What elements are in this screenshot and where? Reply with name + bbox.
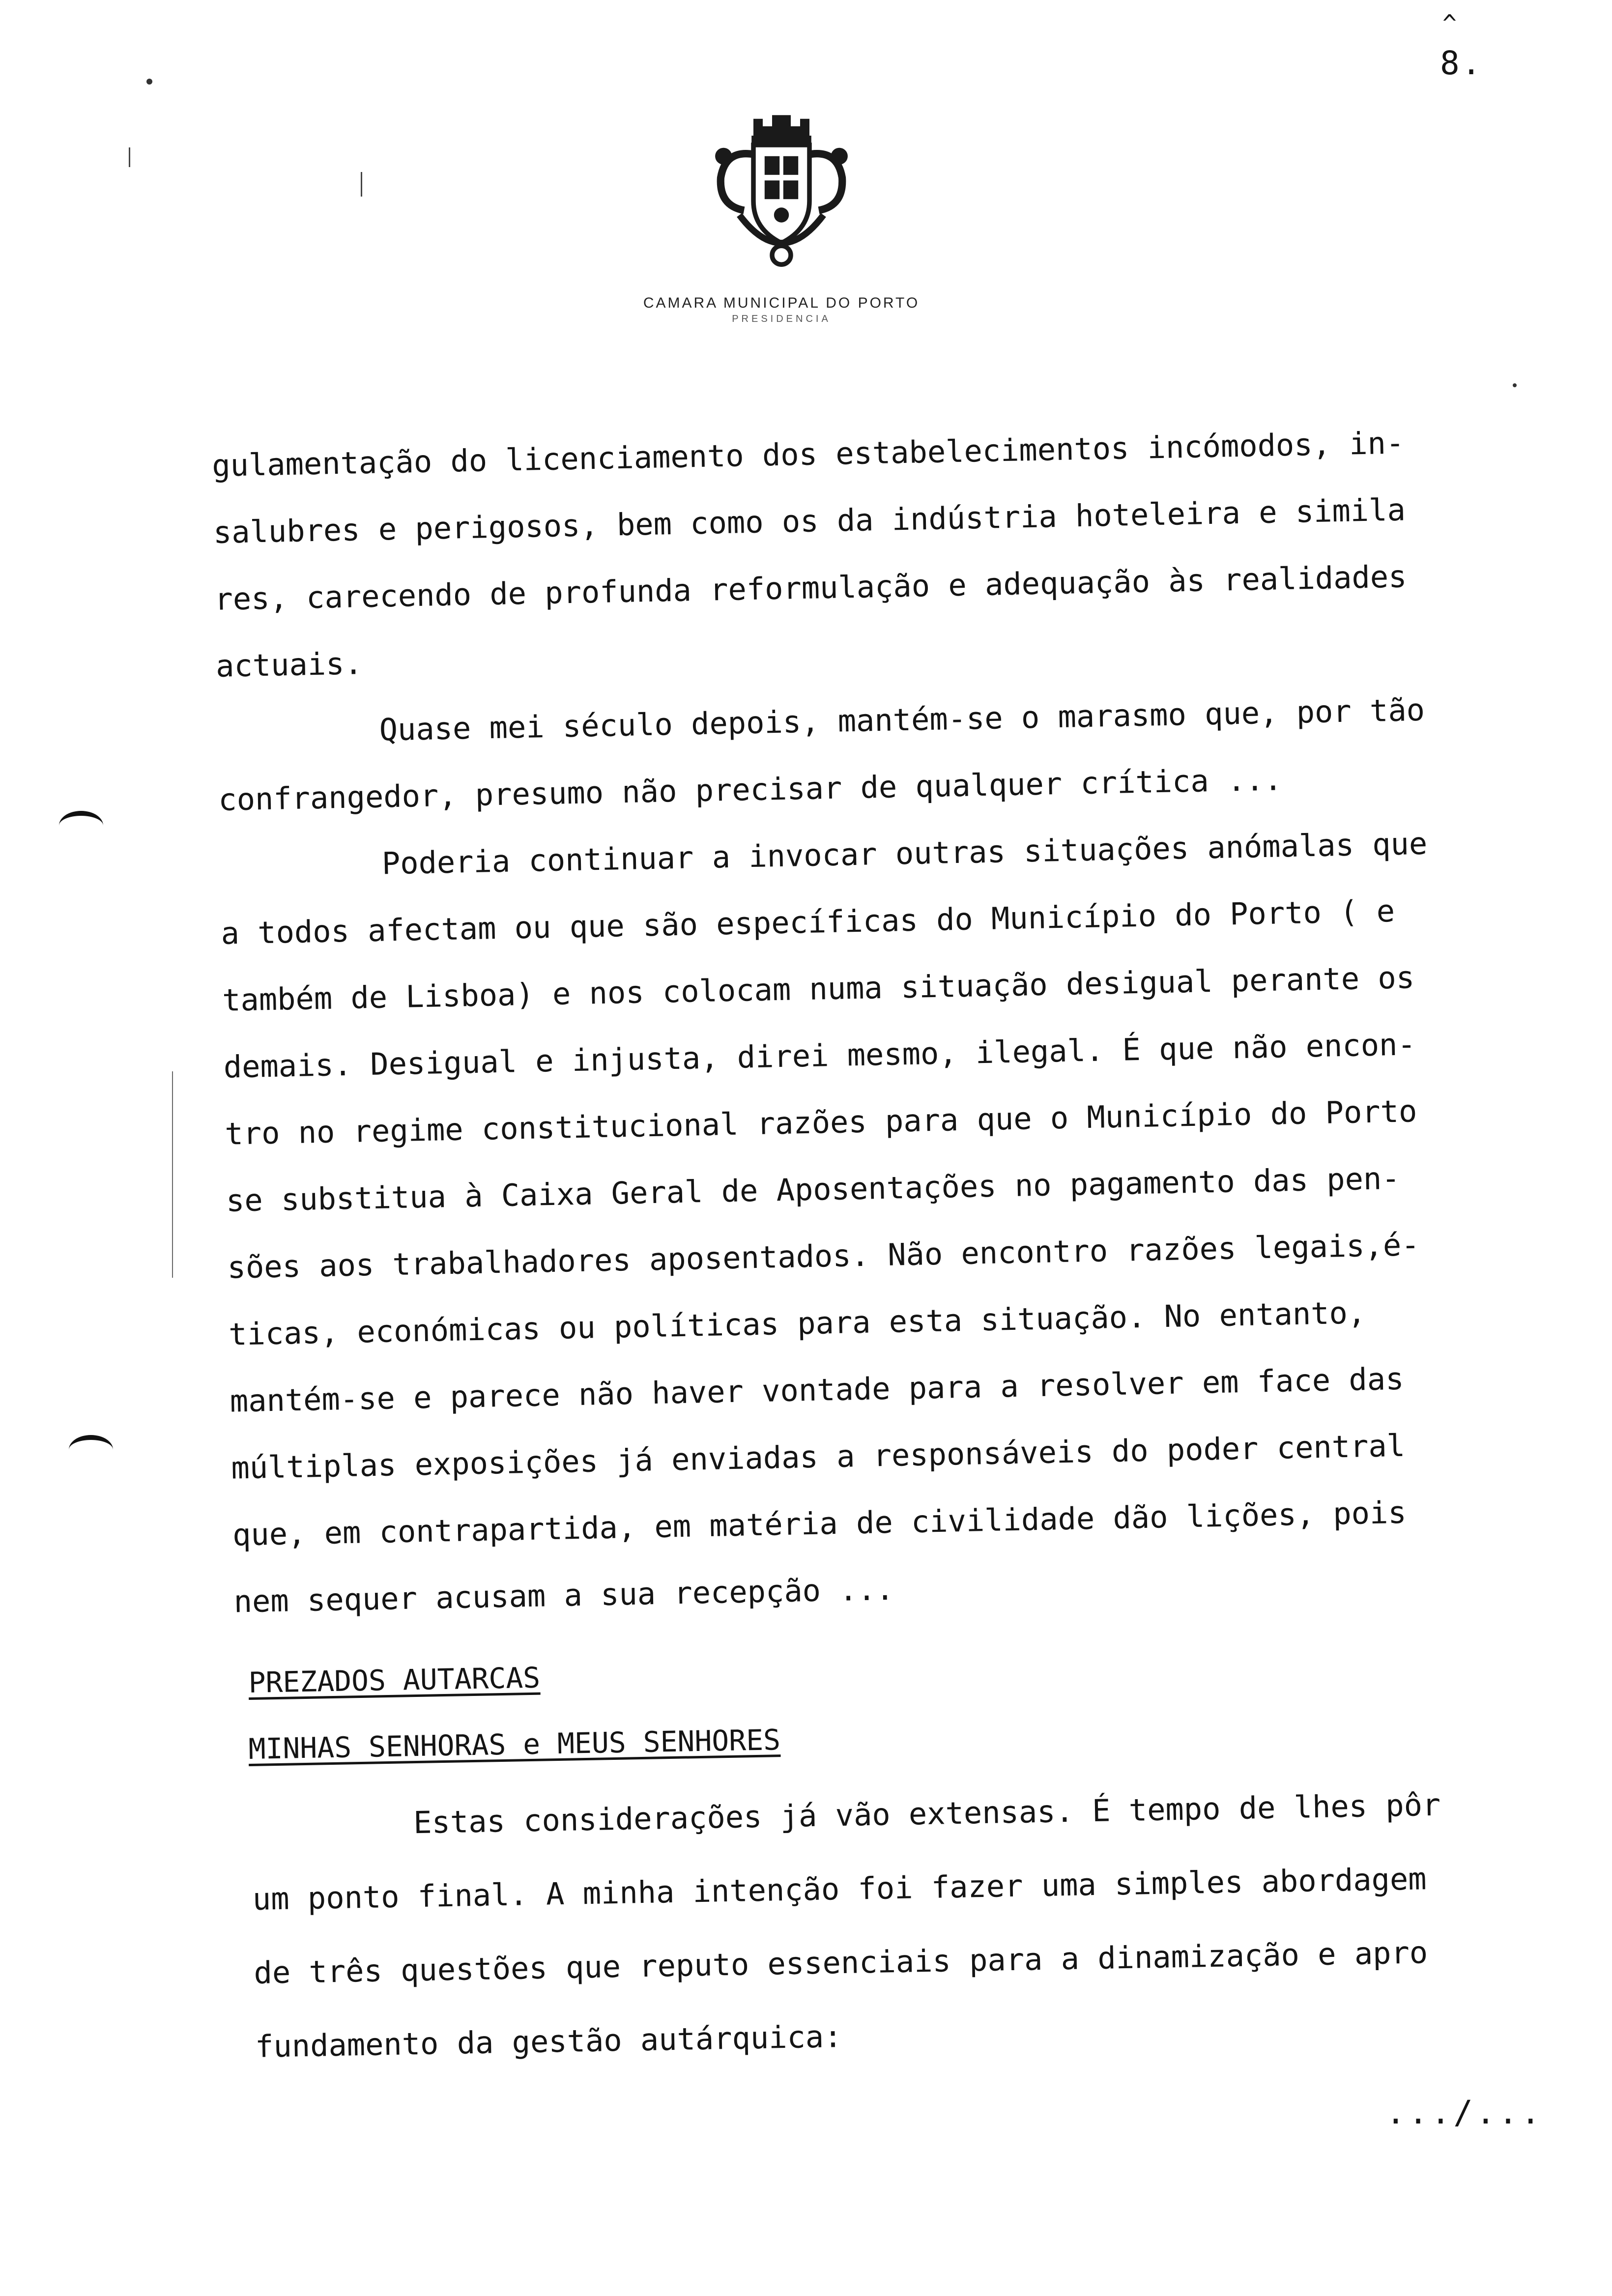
closing-paragraph (251, 1767, 1524, 2084)
text-line: salubres e perigosos, bem como os da indústria hoteleira e simila (213, 491, 1406, 550)
text-line: múltiplas exposições já enviadas a responsáveis do poder central (230, 1427, 1406, 1486)
text-line: mantém-se e parece não haver vontade para a resolver em face das (230, 1360, 1405, 1419)
page-number: 8. (1440, 44, 1483, 82)
letterhead (609, 98, 953, 325)
scan-mark (361, 172, 362, 197)
text-line: um ponto final. A minha intenção foi fazer uma simples abordagem (252, 1861, 1427, 1917)
margin-rule (172, 1071, 173, 1278)
text-line: nem sequer acusam a sua recepção ... (233, 1571, 894, 1620)
punch-hole-mark (59, 811, 103, 840)
text-line: confrangedor, presumo não precisar de qualquer crítica ... (218, 761, 1283, 818)
text-line: demais. Desigual e injusta, direi mesmo, ilegal. É que não encon- (223, 1026, 1416, 1085)
coat-of-arms-icon (688, 98, 875, 285)
continuation-mark: .../... (1386, 2094, 1544, 2131)
text-line: ticas, económicas ou políticas para esta situação. No entanto, (228, 1294, 1366, 1352)
scan-mark (129, 147, 130, 167)
page-mark: ^ (1442, 10, 1457, 37)
text-line: a todos afectam ou que são específicas do Município do Porto ( e (220, 892, 1395, 951)
text-line: Quase mei século depois, mantém-se o marasmo que, por tão (378, 691, 1425, 748)
text-line: Estas considerações já vão extensas. É tempo de lhes pôr (413, 1786, 1441, 1841)
punch-hole-mark (69, 1435, 113, 1464)
scan-speck (146, 79, 152, 85)
scan-speck (1513, 383, 1517, 387)
text-line: Poderia continuar a invocar outras situações anómalas que (381, 825, 1428, 882)
institution-department: PRESIDENCIA (732, 314, 831, 324)
text-line: fundamento da gestão autárquica: (255, 2018, 843, 2065)
text-line: tro no regime constitucional razões para que o Município do Porto (224, 1093, 1417, 1152)
text-line: res, carecendo de profunda reformulação e adequação às realidades (214, 558, 1408, 617)
text-line: de três questões que reputo essenciais para a dinamização e apro (253, 1934, 1428, 1991)
text-line: se substitua à Caixa Geral de Aposentações no pagamento das pen- (226, 1160, 1401, 1219)
text-line: sões aos trabalhadores aposentados. Não encontro razões legais,é- (227, 1227, 1420, 1286)
text-line: gulamentação do licenciamento dos estabelecimentos incómodos, in- (211, 425, 1405, 484)
text-line: também de Lisboa) e nos colocam numa situação desigual perante os (222, 959, 1415, 1018)
salutation-heading: MINHAS SENHORAS e MEUS SENHORES (248, 1723, 781, 1766)
institution-name: CAMARA MUNICIPAL DO PORTO (643, 295, 920, 311)
body-text (211, 407, 1542, 1636)
text-line: que, em contrapartida, em matéria de civilidade dão lições, pois (232, 1494, 1407, 1553)
text-line: actuais. (215, 645, 363, 684)
salutation-heading: PREZADOS AUTARCAS (248, 1661, 541, 1699)
